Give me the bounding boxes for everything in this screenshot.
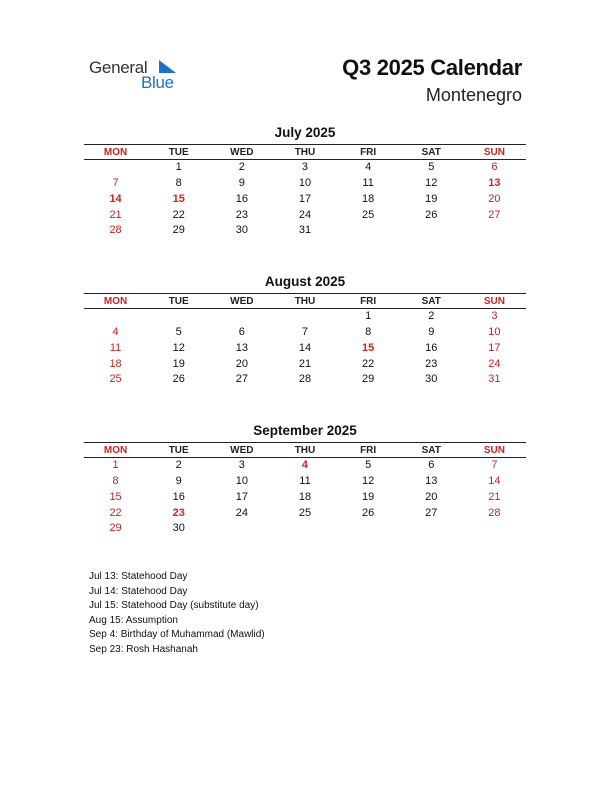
day-cell: 21 xyxy=(109,208,122,221)
month-title: August 2025 xyxy=(264,274,346,289)
weekday-header: WED xyxy=(210,443,273,458)
day-cell: 9 xyxy=(428,326,435,339)
day-cell: 20 xyxy=(235,357,248,370)
day-cell: 29 xyxy=(109,522,122,535)
day-cell: 19 xyxy=(362,490,375,503)
day-cell: 28 xyxy=(488,506,501,519)
day-cell: 12 xyxy=(362,475,375,488)
day-cell: 1 xyxy=(112,459,119,472)
day-cell: 23 xyxy=(235,208,248,221)
day-cell: 29 xyxy=(172,224,185,237)
weekday-header: MON xyxy=(84,294,147,309)
month-block xyxy=(84,273,526,388)
week-row xyxy=(84,160,526,176)
week-row xyxy=(84,176,526,192)
day-cell: 7 xyxy=(301,326,309,339)
day-cell: 27 xyxy=(488,208,501,221)
day-cell: 8 xyxy=(175,177,182,190)
empty-day-cell xyxy=(337,223,400,239)
weekday-header: THU xyxy=(273,443,336,458)
weekday-header: THU xyxy=(273,145,336,160)
day-cell: 30 xyxy=(172,522,185,535)
empty-day-cell xyxy=(273,521,336,537)
weekday-header: MON xyxy=(84,145,147,160)
holiday-item: Sep 4: Birthday of Muhammad (Mawlid) xyxy=(89,629,265,640)
month-block xyxy=(84,422,526,537)
day-cell: 17 xyxy=(488,341,501,354)
weekday-header: MON xyxy=(84,443,147,458)
day-cell: 10 xyxy=(235,475,248,488)
empty-day-cell xyxy=(147,309,210,325)
day-cell: 11 xyxy=(299,475,311,488)
day-cell: 19 xyxy=(425,192,438,205)
day-cell: 1 xyxy=(175,161,182,174)
day-cell: 6 xyxy=(238,326,245,339)
empty-day-cell xyxy=(210,309,273,325)
empty-day-cell xyxy=(463,223,526,239)
week-row xyxy=(84,341,526,357)
week-row xyxy=(84,192,526,208)
day-cell: 30 xyxy=(425,373,438,386)
month-title: September 2025 xyxy=(253,423,357,438)
day-cell: 23 xyxy=(425,357,438,370)
weekday-header-row xyxy=(84,443,526,458)
logo-text-blue: Blue xyxy=(141,73,174,92)
weekday-header: THU xyxy=(273,294,336,309)
weekday-header: SAT xyxy=(400,443,463,458)
week-row xyxy=(84,372,526,388)
day-cell: 7 xyxy=(491,459,498,472)
day-cell: 25 xyxy=(109,373,122,386)
day-cell: 22 xyxy=(362,357,375,370)
weekday-header: FRI xyxy=(337,145,400,160)
day-cell: 3 xyxy=(238,459,245,472)
weekday-header: TUE xyxy=(147,145,210,160)
day-cell: 6 xyxy=(428,459,435,472)
day-cell: 26 xyxy=(425,208,438,221)
day-cell: 14 xyxy=(488,475,501,488)
day-cell: 12 xyxy=(425,177,438,190)
holiday-list xyxy=(89,570,265,657)
day-cell: 24 xyxy=(235,506,248,519)
month-grid xyxy=(84,293,526,388)
empty-day-cell xyxy=(273,309,336,325)
weekday-header: TUE xyxy=(147,443,210,458)
day-cell: 13 xyxy=(488,177,501,190)
day-cell: 17 xyxy=(235,490,248,503)
day-cell: 25 xyxy=(298,506,312,519)
holiday-item: Jul 14: Statehood Day xyxy=(89,585,188,597)
day-cell: 17 xyxy=(298,192,312,205)
day-cell: 26 xyxy=(362,506,375,519)
day-cell: 4 xyxy=(365,161,372,174)
day-cell: 18 xyxy=(362,192,375,205)
day-cell: 16 xyxy=(172,490,185,503)
day-cell: 9 xyxy=(175,475,182,488)
weekday-header: FRI xyxy=(337,443,400,458)
day-cell: 27 xyxy=(425,506,438,519)
weekday-header-row xyxy=(84,145,526,160)
day-cell: 24 xyxy=(298,208,312,221)
day-cell: 2 xyxy=(428,310,435,323)
weekday-header: TUE xyxy=(147,294,210,309)
holiday-item: Jul 13: Statehood Day xyxy=(89,571,188,582)
empty-day-cell xyxy=(84,160,147,176)
week-row xyxy=(84,521,526,537)
day-cell: 30 xyxy=(235,224,248,237)
day-cell: 8 xyxy=(112,475,119,488)
month-grid xyxy=(84,144,526,239)
weekday-header: SUN xyxy=(463,145,526,160)
day-cell: 4 xyxy=(112,326,119,339)
week-row xyxy=(84,309,526,325)
logo-text-general: General xyxy=(89,58,148,77)
week-row xyxy=(84,325,526,341)
day-cell: 10 xyxy=(488,326,501,339)
day-cell: 2 xyxy=(175,459,182,472)
country-subtitle: Montenegro xyxy=(425,85,522,105)
day-cell: 11 xyxy=(362,177,374,190)
day-cell: 9 xyxy=(238,177,245,190)
month-block xyxy=(84,124,526,239)
day-cell: 11 xyxy=(109,341,122,354)
day-cell: 4 xyxy=(301,459,309,472)
day-cell: 5 xyxy=(365,459,372,472)
day-cell: 26 xyxy=(172,373,185,386)
weekday-header: WED xyxy=(210,145,273,160)
day-cell: 5 xyxy=(428,161,435,174)
empty-day-cell xyxy=(337,521,400,537)
weekday-header-row xyxy=(84,294,526,309)
day-cell: 7 xyxy=(112,177,119,190)
month-grid xyxy=(84,442,526,537)
day-cell: 10 xyxy=(298,177,312,190)
day-cell: 15 xyxy=(172,192,185,205)
empty-day-cell xyxy=(400,521,463,537)
day-cell: 31 xyxy=(298,224,312,237)
day-cell: 15 xyxy=(109,490,122,503)
day-cell: 14 xyxy=(298,341,312,354)
week-row xyxy=(84,458,526,474)
day-cell: 31 xyxy=(488,373,501,386)
day-cell: 5 xyxy=(175,326,182,339)
day-cell: 24 xyxy=(488,357,501,370)
day-cell: 23 xyxy=(172,506,185,519)
day-cell: 8 xyxy=(365,326,372,339)
day-cell: 27 xyxy=(235,373,248,386)
day-cell: 14 xyxy=(109,192,122,205)
day-cell: 13 xyxy=(425,475,438,488)
day-cell: 3 xyxy=(301,161,309,174)
day-cell: 18 xyxy=(109,357,122,370)
day-cell: 21 xyxy=(488,490,501,503)
day-cell: 19 xyxy=(172,357,185,370)
day-cell: 12 xyxy=(172,341,185,354)
week-row xyxy=(84,490,526,506)
week-row xyxy=(84,474,526,490)
holiday-item: Jul 15: Statehood Day (substitute day) xyxy=(89,600,259,611)
month-title: July 2025 xyxy=(274,125,336,140)
weekday-header: FRI xyxy=(337,294,400,309)
day-cell: 15 xyxy=(362,341,375,354)
week-row xyxy=(84,223,526,239)
weekday-header: SUN xyxy=(463,294,526,309)
day-cell: 21 xyxy=(298,357,312,370)
holiday-item: Sep 23: Rosh Hashanah xyxy=(89,643,198,655)
week-row xyxy=(84,207,526,223)
day-cell: 22 xyxy=(172,208,185,221)
weekday-header: WED xyxy=(210,294,273,309)
page-title: Q3 2025 Calendar xyxy=(342,55,522,80)
day-cell: 29 xyxy=(362,373,375,386)
empty-day-cell xyxy=(463,521,526,537)
day-cell: 22 xyxy=(109,506,122,519)
day-cell: 1 xyxy=(365,310,372,323)
day-cell: 25 xyxy=(362,208,375,221)
empty-day-cell xyxy=(400,223,463,239)
brand-logo xyxy=(89,56,189,96)
day-cell: 6 xyxy=(491,161,498,174)
week-row xyxy=(84,356,526,372)
day-cell: 16 xyxy=(425,341,438,354)
weekday-header: SAT xyxy=(400,145,463,160)
day-cell: 28 xyxy=(298,373,312,386)
week-row xyxy=(84,505,526,521)
empty-day-cell xyxy=(210,521,273,537)
holiday-item: Aug 15: Assumption xyxy=(89,614,178,626)
day-cell: 16 xyxy=(235,192,248,205)
day-cell: 2 xyxy=(238,161,245,174)
day-cell: 20 xyxy=(425,490,438,503)
day-cell: 18 xyxy=(298,490,312,503)
day-cell: 20 xyxy=(488,192,501,205)
day-cell: 3 xyxy=(491,310,498,323)
weekday-header: SUN xyxy=(463,443,526,458)
day-cell: 28 xyxy=(109,224,122,237)
empty-day-cell xyxy=(84,309,147,325)
weekday-header: SAT xyxy=(400,294,463,309)
day-cell: 13 xyxy=(235,341,248,354)
